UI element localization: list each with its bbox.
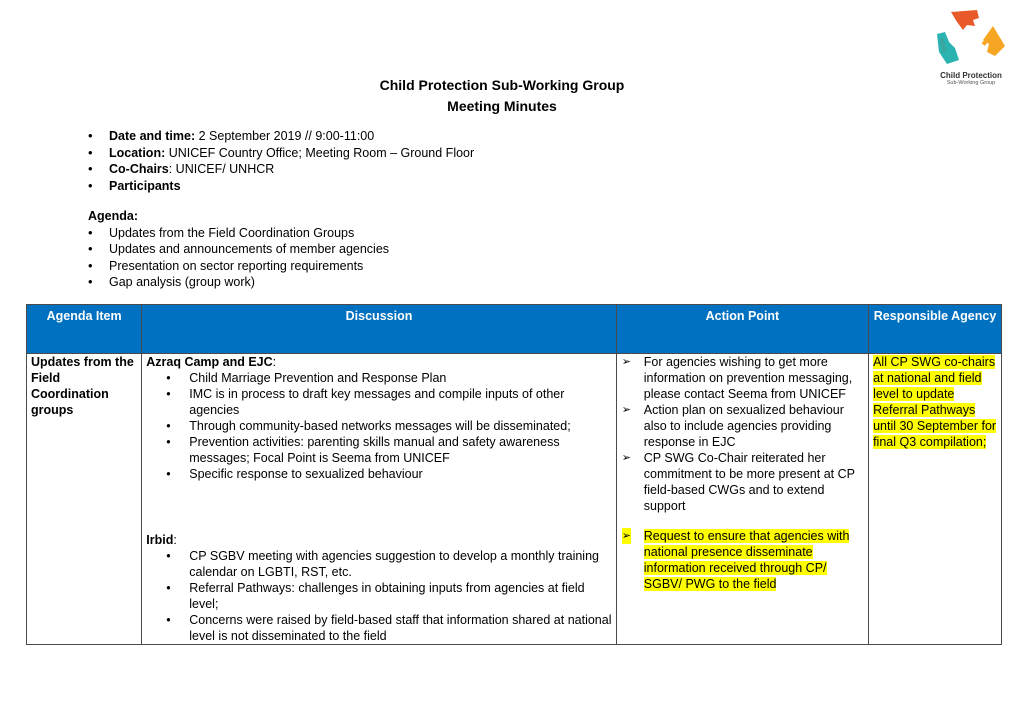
agenda-item-cell: Updates from the Field Coordination groups [27, 354, 142, 645]
action-item-highlighted [621, 528, 864, 592]
logo-subtitle: Sub-Working Group [946, 80, 996, 86]
irbid-section [146, 532, 612, 644]
date-label: Date and time: [109, 129, 196, 143]
cochairs-item [88, 161, 474, 178]
azraq-heading: Azraq Camp and EJC [146, 355, 273, 369]
header-agenda-item: Agenda Item [27, 305, 142, 354]
highlighted-action-text: Request to ensure that agencies with national presence disseminate information received through CP/ SGBV/ PWG to the field [643, 529, 850, 591]
responsible-agency-cell [869, 354, 1002, 645]
action-item: ➢ CP SWG Co-Chair reiterated her commitment to be more present at CP field-based CWGs and to extend support [621, 450, 864, 514]
minutes-table [26, 304, 1002, 645]
header-action-point: Action Point [616, 305, 868, 354]
responsible-text: All CP SWG co-chairs at national and field level to update Referral Pathways until 30 September for final Q3 compilation; [873, 355, 997, 449]
location-label: Location: [109, 145, 166, 160]
agenda-item: • Presentation on sector reporting requirements [88, 258, 389, 275]
list-item: • Through community-based networks messages will be disseminated; [146, 418, 612, 434]
document-title-block [0, 75, 1004, 117]
cochairs-value: : UNICEF/ UNHCR [168, 162, 275, 176]
action-item: ➢ Action plan on sexualized behaviour also to include agencies providing response in EJC [621, 402, 864, 450]
list-item: • Specific response to sexualized behaviour [146, 466, 612, 482]
list-item: • IMC is in process to draft key messages and compile inputs of other agencies [146, 386, 612, 418]
table-header-row [27, 305, 1002, 354]
agenda-item: • Updates from the Field Coordination Groups [88, 225, 389, 242]
header-responsible-agency: Responsible Agency [869, 305, 1002, 354]
participants-item [88, 178, 474, 195]
location-value: UNICEF Country Office; Meeting Room – Ground Floor [165, 145, 475, 160]
action-item: ➢ For agencies wishing to get more information on prevention messaging, please contact Seema from UNICEF [621, 354, 864, 402]
irbid-heading: Irbid [146, 533, 174, 547]
list-item: • Concerns were raised by field-based staff that information shared at national level is not disseminated to the field [146, 612, 612, 644]
cochairs-label: Co-Chairs [109, 162, 169, 176]
meeting-details [88, 128, 474, 194]
table-row [27, 354, 1002, 645]
list-item: • CP SGBV meeting with agencies suggestion to develop a monthly training calendar on LGBTI, RST, etc. [146, 548, 612, 580]
document-subtitle: Meeting Minutes [447, 98, 557, 114]
date-time-item [88, 128, 474, 145]
discussion-cell [142, 354, 617, 645]
agenda-item: • Updates and announcements of member agencies [88, 241, 389, 258]
list-item: • Referral Pathways: challenges in obtaining inputs from agencies at field level; [146, 580, 612, 612]
header-discussion: Discussion [142, 305, 617, 354]
document-title: Child Protection Sub-Working Group [379, 77, 625, 93]
date-value: 2 September 2019 // 9:00-11:00 [195, 129, 375, 143]
azraq-section [146, 354, 612, 482]
agenda-title: Agenda: [88, 209, 138, 223]
action-point-cell [616, 354, 868, 645]
azraq-colon: : [272, 355, 277, 369]
agenda-item: • Gap analysis (group work) [88, 274, 389, 291]
logo-name: Child Protection [940, 71, 1002, 80]
hands-logo-icon [933, 8, 1008, 72]
list-item: • Prevention activities: parenting skills manual and safety awareness messages; Focal Point is Seema from UNICEF [146, 434, 612, 466]
location-item [88, 145, 474, 162]
list-item: • Child Marriage Prevention and Response Plan [146, 370, 612, 386]
irbid-colon: : [173, 533, 177, 547]
agenda-section [88, 208, 389, 291]
participants-label: Participants [109, 178, 181, 193]
